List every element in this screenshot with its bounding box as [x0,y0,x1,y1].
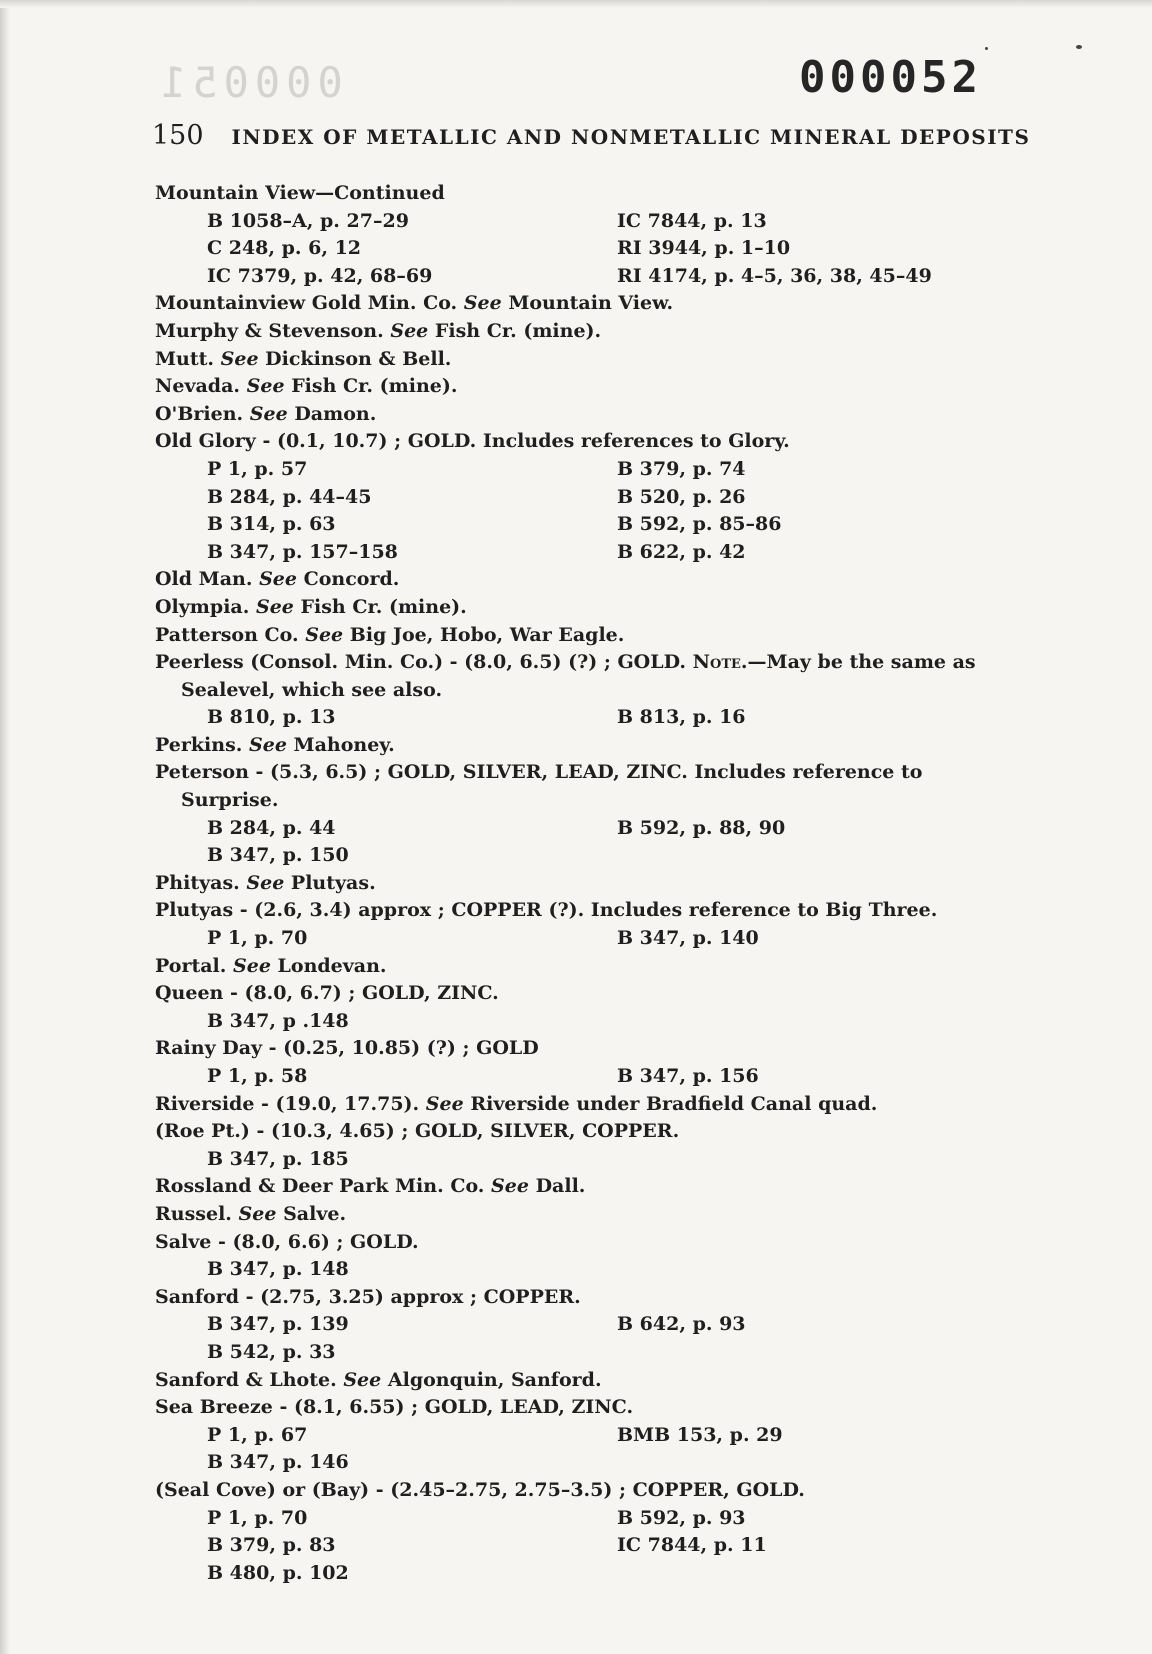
see-reference-target: Dall. [535,1175,586,1198]
reference-item: IC 7844, p. 11 [617,1534,767,1557]
reference-list [207,1146,1035,1174]
entry-heading [155,1284,1035,1312]
see-reference-target: Fish Cr. (mine). [300,595,467,618]
entry-heading [155,1394,1035,1422]
index-entry [155,1229,1035,1284]
index-entries [155,180,1035,1587]
reference-list [207,208,1035,291]
index-entry [155,1367,1035,1395]
see-reference-target: Big Joe, Hobo, War Eagle. [349,623,625,646]
reference-item: B 520, p. 26 [617,485,746,508]
see-reference-label: See [390,319,429,342]
scan-speck [985,47,988,50]
reference-item: B 284, p. 44–45 [207,485,372,508]
entry-heading [155,346,1035,374]
entry-heading [155,1091,1035,1119]
entry-name: Perkins. [155,733,243,756]
index-entry [155,649,1035,732]
entry-heading [155,1367,1035,1395]
index-entry [155,346,1035,374]
index-entry [155,1201,1035,1229]
reference-list [207,1008,1035,1036]
see-reference-target: Mountain View. [508,292,674,315]
see-reference-target: Londevan. [277,954,387,977]
see-reference-target: Riverside under Bradfield Canal quad. [470,1092,878,1115]
index-entry [155,594,1035,622]
entry-name: Rainy Day - (0.25, 10.85) (?) ; GOLD [155,1037,539,1060]
reference-item [617,1449,1037,1477]
entry-name: (Roe Pt.) - (10.3, 4.65) ; GOLD, SILVER, COPPER. [155,1120,680,1143]
running-title: INDEX OF METALLIC AND NONMETALLIC MINERAL DEPOSITS [231,125,1031,149]
entry-heading [155,290,1035,318]
index-entry [155,953,1035,981]
see-reference-label: See [249,402,288,425]
page-header [152,120,1032,151]
reference-item: B 592, p. 93 [617,1506,746,1529]
page-number: 150 [152,120,204,151]
see-reference-target: Mahoney. [293,733,395,756]
index-entry [155,180,1035,290]
see-reference-target: Concord. [303,568,400,591]
see-reference-target: Algonquin, Sanford. [387,1368,602,1391]
reference-item [617,842,1037,870]
index-entry [155,759,1035,869]
index-entry [155,1173,1035,1201]
entry-name: Sanford - (2.75, 3.25) approx ; COPPER. [155,1285,581,1308]
reference-item [617,1560,1037,1588]
reference-item: RI 3944, p. 1–10 [617,237,791,260]
entry-name: Sea Breeze - (8.1, 6.55) ; GOLD, LEAD, ZINC. [155,1396,634,1419]
reference-item: B 347, p. 156 [617,1065,759,1087]
reference-item: P 1, p. 70 [207,1506,308,1529]
see-reference-target: Fish Cr. (mine). [291,375,458,398]
entry-name: (Seal Cove) or (Bay) - (2.45–2.75, 2.75–3.5) ; COPPER, GOLD. [155,1478,805,1501]
see-reference-label: See [425,1092,464,1115]
see-reference-label: See [343,1368,382,1391]
entry-heading [155,759,1035,787]
reference-item: B 347, p. 139 [207,1313,349,1336]
reference-item: B 592, p. 88, 90 [617,816,786,839]
entry-name: O'Brien. [155,402,244,425]
see-reference-label: See [259,568,297,591]
index-entry [155,1118,1035,1173]
reference-list [207,704,1035,732]
see-reference-label: See [233,954,271,977]
reference-item: B 347, p. 140 [617,927,759,950]
entry-name: Murphy & Stevenson. [155,319,384,342]
reference-item: B 347, p. 146 [207,1451,349,1474]
reference-item: RI 4174, p. 4–5, 36, 38, 45–49 [617,264,932,287]
entry-heading [155,180,1035,208]
entry-heading [155,566,1035,594]
index-entry [155,1091,1035,1119]
entry-name: Phityas. [155,871,240,894]
entry-heading [155,373,1035,401]
index-entry [155,732,1035,760]
index-entry [155,428,1035,566]
reference-item: B 592, p. 85–86 [617,513,782,536]
index-entry [155,1035,1035,1090]
entry-name: Olympia. [155,595,250,618]
entry-continuation: Surprise. [181,789,279,812]
entry-name: Russel. [155,1202,232,1225]
reference-item: C 248, p. 6, 12 [207,237,362,260]
reference-item: B 314, p. 63 [207,513,336,536]
see-reference-label: See [305,623,344,646]
index-entry [155,1284,1035,1367]
index-entry [155,1477,1035,1587]
see-reference-target: Dickinson & Bell. [265,347,452,370]
reference-list [207,456,1035,566]
reference-item: P 1, p. 70 [207,927,308,950]
entry-continuation: Sealevel, which see also. [181,678,443,701]
entry-heading [155,1201,1035,1229]
see-reference-label: See [255,595,294,618]
note-label: Note. [692,651,748,674]
reference-item: IC 7379, p. 42, 68–69 [207,264,433,287]
bleed-through-stamp: 000051 [155,58,343,107]
entry-heading [155,428,1035,456]
see-reference-label: See [463,292,502,315]
reference-list [207,925,1035,953]
entry-name: Salve - (8.0, 6.6) ; GOLD. [155,1230,419,1253]
index-entry [155,622,1035,650]
see-reference-target: Salve. [283,1202,347,1225]
scan-speck [1076,45,1082,49]
index-entry [155,566,1035,594]
reference-item: B 1058–A, p. 27–29 [207,209,409,232]
entry-heading [155,953,1035,981]
entry-name: Rossland & Deer Park Min. Co. [155,1175,485,1198]
entry-name: Queen - (8.0, 6.7) ; GOLD, ZINC. [155,982,499,1005]
entry-name: Sanford & Lhote. [155,1368,337,1391]
entry-name: Patterson Co. [155,623,299,646]
index-entry [155,290,1035,318]
see-reference-target: Plutyas. [290,871,376,894]
entry-name: Peerless (Consol. Min. Co.) - (8.0, 6.5) (?) ; GOLD. [155,651,687,674]
entry-heading [155,649,1035,677]
entry-name: Peterson - (5.3, 6.5) ; GOLD, SILVER, LEAD, ZINC. Includes reference to [155,761,923,784]
entry-heading [155,1229,1035,1257]
reference-item [617,1339,1037,1367]
reference-list [207,815,1035,870]
entry-heading [155,870,1035,898]
reference-item: B 347, p. 185 [207,1147,349,1170]
index-entry [155,980,1035,1035]
reference-list [207,1063,1035,1091]
reference-item [617,1256,1037,1284]
scan-edge-shadow-top [0,0,1152,8]
see-reference-label: See [249,733,287,756]
reference-item: B 379, p. 83 [207,1534,336,1557]
index-entry [155,870,1035,898]
see-reference-label: See [246,375,285,398]
see-reference-label: See [491,1175,529,1198]
reference-item: BMB 153, p. 29 [617,1423,783,1446]
entry-heading [155,1477,1035,1505]
see-reference-target: Damon. [294,402,377,425]
reference-item [617,1008,1037,1036]
entry-heading [155,594,1035,622]
entry-name: Mutt. [155,347,215,370]
reference-item: B 542, p. 33 [207,1340,336,1363]
reference-item: B 622, p. 42 [617,540,746,563]
reference-item: B 642, p. 93 [617,1313,746,1336]
entry-name: Old Man. [155,568,253,591]
see-reference-label: See [220,347,259,370]
reference-item: B 347, p .148 [207,1009,349,1032]
reference-item: IC 7844, p. 13 [617,209,767,232]
reference-item: P 1, p. 58 [207,1065,308,1087]
reference-list [207,1422,1035,1477]
reference-item [617,1146,1037,1174]
entry-name: Portal. [155,954,227,977]
reference-item: B 813, p. 16 [617,706,746,729]
entry-name: Mountain View—Continued [155,182,445,204]
entry-name: Nevada. [155,375,241,398]
reference-item: B 284, p. 44 [207,816,336,839]
index-entry [155,373,1035,401]
index-entry [155,897,1035,952]
reference-list [207,1311,1035,1366]
entry-heading [155,622,1035,650]
document-stamp-number: 000052 [799,52,982,103]
note-text: —May be the same as [747,651,976,674]
index-entry [155,401,1035,429]
entry-heading [155,1118,1035,1146]
index-entry [155,1394,1035,1477]
reference-item: P 1, p. 57 [207,457,308,480]
reference-item: B 810, p. 13 [207,706,336,729]
entry-heading [155,401,1035,429]
reference-item: B 347, p. 148 [207,1258,349,1281]
reference-item: B 347, p. 157–158 [207,540,398,563]
entry-name: Riverside - (19.0, 17.75). [155,1092,420,1115]
entry-name: Mountainview Gold Min. Co. [155,292,458,315]
entry-heading [155,897,1035,925]
reference-item: B 379, p. 74 [617,457,746,480]
reference-list [207,1505,1035,1588]
reference-list [207,1256,1035,1284]
entry-heading [155,318,1035,346]
entry-heading [155,1035,1035,1063]
entry-heading [155,1173,1035,1201]
reference-item: P 1, p. 67 [207,1423,308,1446]
reference-item: B 347, p. 150 [207,844,349,867]
see-reference-label: See [238,1202,277,1225]
see-reference-label: See [246,871,285,894]
entry-name: Plutyas - (2.6, 3.4) approx ; COPPER (?). Includes reference to Big Three. [155,899,938,922]
entry-heading [155,980,1035,1008]
entry-name: Old Glory - (0.1, 10.7) ; GOLD. Includes references to Glory. [155,430,790,453]
scan-edge-shadow-left [0,0,10,1654]
entry-heading [155,732,1035,760]
index-entry [155,318,1035,346]
reference-item: B 480, p. 102 [207,1561,349,1584]
see-reference-target: Fish Cr. (mine). [434,319,602,342]
